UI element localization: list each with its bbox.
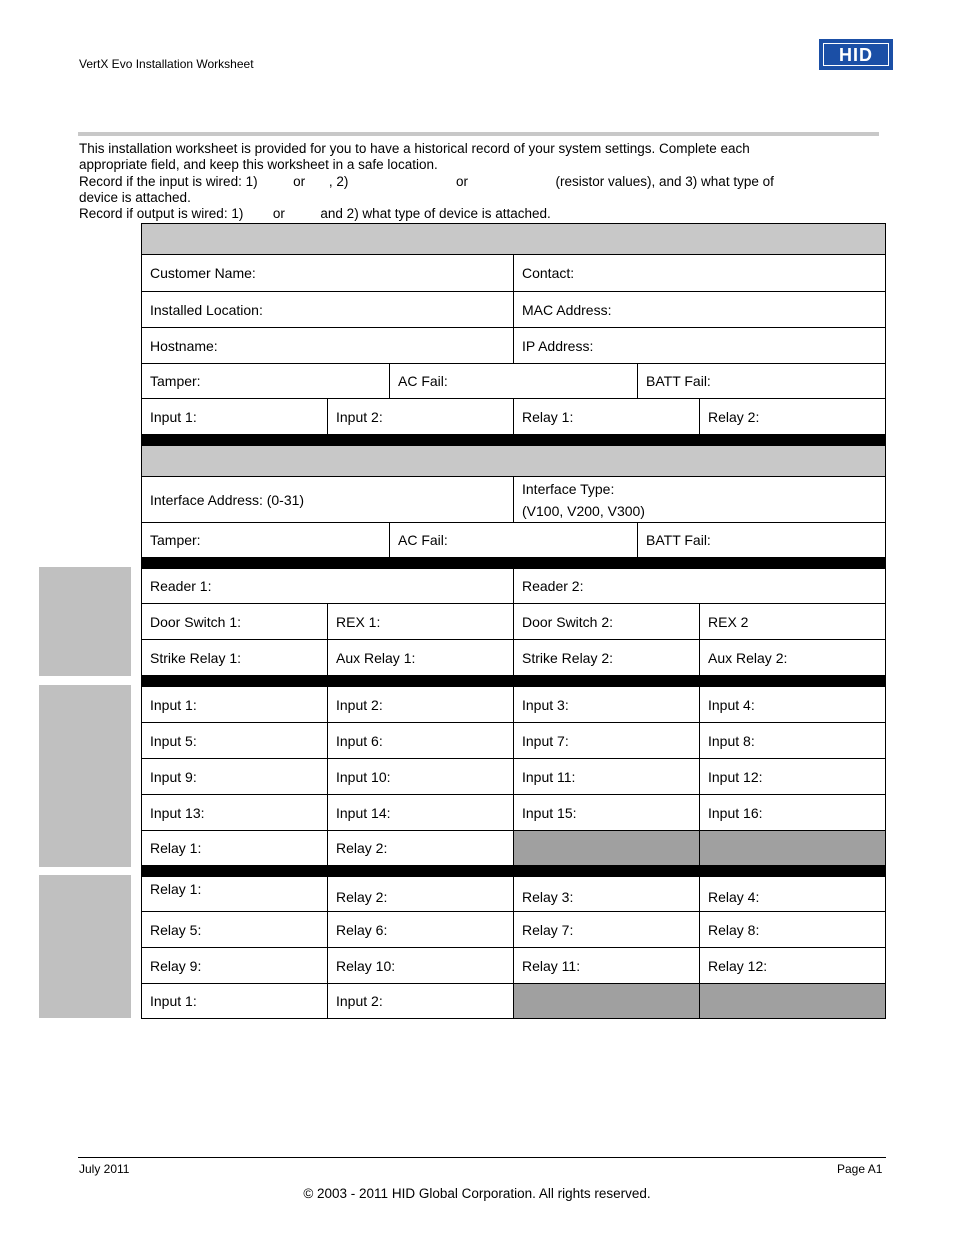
top-rule (78, 132, 879, 136)
table-row (141, 759, 886, 795)
table-row (141, 399, 886, 435)
logo-text: HID (823, 43, 889, 66)
section-header-controller (141, 223, 886, 255)
table-row (141, 686, 886, 723)
unused-cell (700, 831, 885, 865)
table-row (141, 255, 886, 292)
v200-side-tab (39, 685, 131, 867)
input-1-field[interactable]: Input 1: (142, 399, 328, 434)
table-row (141, 984, 886, 1019)
batt-fail-field[interactable]: BATT Fail: (646, 532, 711, 548)
unused-cell (514, 831, 700, 865)
relay-field[interactable]: Relay 3: (514, 877, 700, 911)
installed-location-field[interactable]: Installed Location: (142, 292, 514, 327)
input-1-field[interactable]: Input 1: (142, 984, 328, 1018)
section-header-interface (141, 445, 886, 477)
rex-2-field[interactable]: REX 2 (708, 613, 749, 630)
input-field[interactable]: Input 7: (514, 723, 700, 758)
relay-field[interactable]: Relay 12: (708, 957, 768, 974)
intro-text: Record if output is wired: 1) (79, 206, 244, 221)
footer-rule (78, 1157, 886, 1158)
tamper-field[interactable]: Tamper: (142, 364, 390, 398)
ac-fail-field[interactable]: AC Fail: (390, 364, 638, 398)
input-field[interactable]: Input 15: (514, 795, 700, 830)
interface-type-options: (V100, V200, V300) (522, 502, 645, 519)
relay-field[interactable]: Relay 1: (142, 877, 328, 911)
intro-line-2: appropriate field, and keep this worksheet in a safe location. (79, 157, 438, 172)
v100-side-tab (39, 567, 131, 676)
input-field[interactable]: Input 10: (328, 759, 514, 794)
table-row (141, 831, 886, 866)
hid-logo (819, 39, 893, 70)
intro-text: and 2) what type of device is attached. (320, 206, 551, 221)
relay-field[interactable]: Relay 5: (142, 912, 328, 947)
input-2-field[interactable]: Input 2: (328, 399, 514, 434)
intro-line-5 (79, 206, 879, 222)
interface-type-field[interactable] (514, 477, 885, 522)
input-field[interactable]: Input 3: (514, 687, 700, 722)
relay-field[interactable]: Relay 4: (708, 889, 760, 905)
table-row (141, 876, 886, 912)
v300-side-tab (39, 875, 131, 1018)
intro-text: or (272, 206, 285, 221)
relay-field[interactable]: Relay 2: (328, 877, 514, 911)
table-row (141, 292, 886, 328)
ac-fail-field[interactable]: AC Fail: (390, 523, 638, 557)
reader-2-field[interactable]: Reader 2: (522, 578, 584, 594)
intro-line-3 (79, 174, 879, 190)
interface-address-field[interactable]: Interface Address: (0-31) (142, 477, 514, 522)
relay-2-field[interactable]: Relay 2: (328, 831, 514, 865)
input-field[interactable]: Input 6: (328, 723, 514, 758)
rex-1-field[interactable]: REX 1: (328, 604, 514, 639)
footer-page-number: Page A1 (837, 1162, 883, 1176)
relay-2-field[interactable]: Relay 2: (708, 408, 760, 425)
door-switch-1-field[interactable]: Door Switch 1: (142, 604, 328, 639)
input-field[interactable]: Input 13: (142, 795, 328, 830)
section-divider (141, 866, 886, 876)
batt-fail-field[interactable]: BATT Fail: (646, 373, 711, 389)
footer-copyright: © 2003 - 2011 HID Global Corporation. All rights reserved. (303, 1186, 651, 1201)
intro-text: or (455, 174, 468, 189)
relay-field[interactable]: Relay 8: (708, 921, 760, 938)
relay-field[interactable]: Relay 11: (514, 948, 700, 983)
intro-text: (resistor values), and 3) what type of (555, 174, 774, 189)
interface-type-label: Interface Type: (522, 480, 615, 497)
input-field[interactable]: Input 2: (328, 687, 514, 722)
strike-relay-1-field[interactable]: Strike Relay 1: (142, 640, 328, 675)
relay-field[interactable]: Relay 9: (142, 948, 328, 983)
input-field[interactable]: Input 8: (708, 732, 755, 749)
reader-1-field[interactable]: Reader 1: (142, 569, 514, 603)
table-row (141, 328, 886, 364)
input-2-field[interactable]: Input 2: (328, 984, 514, 1018)
mac-address-field[interactable]: MAC Address: (522, 301, 612, 318)
intro-text: Record if the input is wired: 1) (79, 174, 258, 189)
table-row (141, 364, 886, 399)
ip-address-field[interactable]: IP Address: (522, 337, 594, 354)
tamper-field[interactable]: Tamper: (142, 523, 390, 557)
input-field[interactable]: Input 11: (514, 759, 700, 794)
relay-1-field[interactable]: Relay 1: (514, 399, 700, 434)
section-divider (141, 676, 886, 686)
door-switch-2-field[interactable]: Door Switch 2: (514, 604, 700, 639)
relay-field[interactable]: Relay 10: (328, 948, 514, 983)
table-row (141, 723, 886, 759)
input-field[interactable]: Input 14: (328, 795, 514, 830)
table-row (141, 795, 886, 831)
intro-text: , 2) (328, 174, 349, 189)
input-field[interactable]: Input 5: (142, 723, 328, 758)
relay-1-field[interactable]: Relay 1: (142, 831, 328, 865)
unused-cell (514, 984, 700, 1018)
customer-name-field[interactable]: Customer Name: (142, 255, 514, 291)
table-row (141, 477, 886, 523)
section-divider (141, 558, 886, 568)
aux-relay-1-field[interactable]: Aux Relay 1: (328, 640, 514, 675)
intro-text: or (293, 174, 306, 189)
strike-relay-2-field[interactable]: Strike Relay 2: (514, 640, 700, 675)
input-field[interactable]: Input 9: (142, 759, 328, 794)
intro-line-4: device is attached. (79, 190, 191, 205)
relay-field[interactable]: Relay 6: (328, 912, 514, 947)
input-field[interactable]: Input 16: (708, 804, 763, 821)
intro-line-1: This installation worksheet is provided for you to have a historical record of your system settings. Complete each (79, 141, 750, 156)
aux-relay-2-field[interactable]: Aux Relay 2: (708, 649, 788, 666)
input-field[interactable]: Input 4: (708, 696, 755, 713)
table-row (141, 604, 886, 640)
table-row (141, 948, 886, 984)
table-row (141, 523, 886, 558)
table-row (141, 912, 886, 948)
footer-date: July 2011 (79, 1162, 130, 1176)
section-divider (141, 435, 886, 445)
hostname-field[interactable]: Hostname: (142, 328, 514, 363)
unused-cell (700, 984, 885, 1018)
table-row (141, 568, 886, 604)
relay-field[interactable]: Relay 7: (514, 912, 700, 947)
input-field[interactable]: Input 1: (142, 687, 328, 722)
table-row (141, 640, 886, 676)
input-field[interactable]: Input 12: (708, 768, 763, 785)
contact-field[interactable]: Contact: (522, 265, 575, 281)
document-title: VertX Evo Installation Worksheet (79, 57, 254, 71)
